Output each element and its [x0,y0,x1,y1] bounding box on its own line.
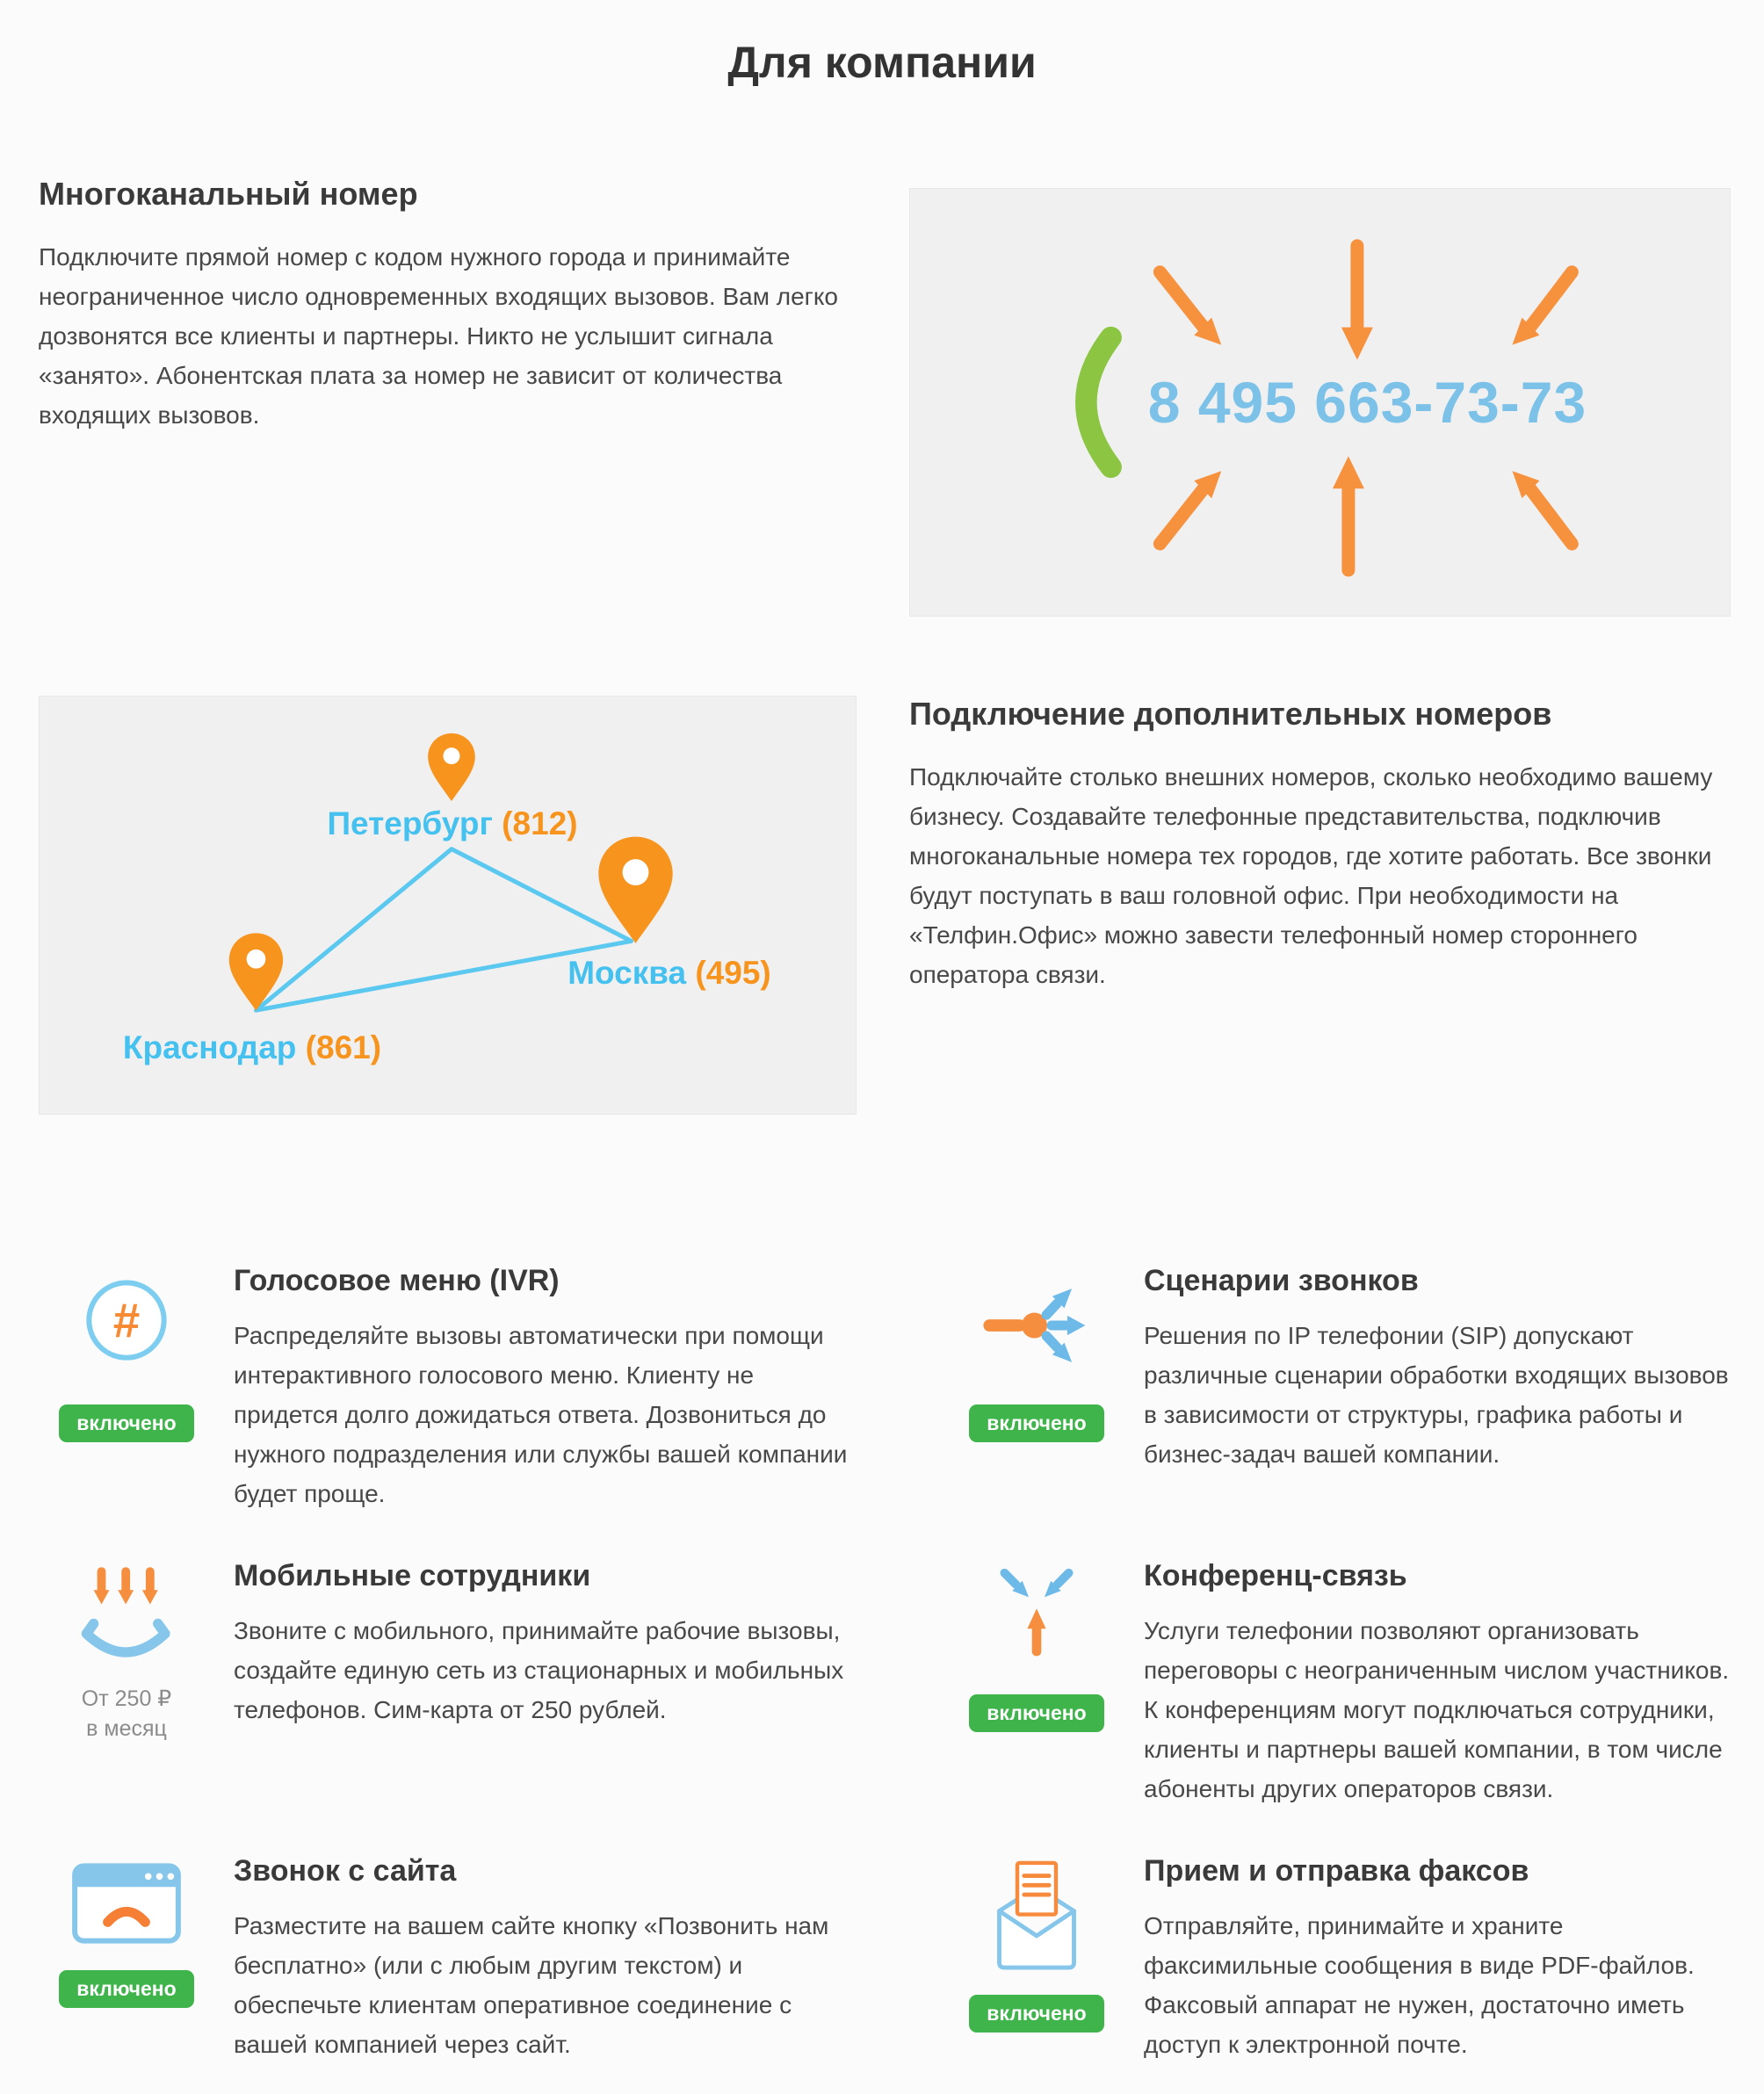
city-label-krasnodar [123,1029,381,1066]
feature-body: Распределяйте вызовы автоматически при помощи интерактивного голосового меню. Клиенту не придется долго дожидаться ответа. Дозвониться до нужного подразделения или службы вашей компании будет проще. [234,1322,848,1507]
svg-text:#: # [112,1293,141,1347]
city-name: Краснодар [122,1029,297,1065]
feature-title: Звонок с сайта [234,1854,457,1888]
city-code: (812) [502,805,578,841]
feature-fax [949,1854,1744,2064]
conference-arrows-icon [983,1564,1090,1672]
call-split-icon [980,1269,1093,1382]
feature-title: Мобильные сотрудники [234,1559,591,1592]
cities-map-panel [39,696,857,1115]
section-additional-numbers [0,696,1764,1115]
multichannel-heading: Многоканальный номер [39,176,418,212]
feature-ivr [39,1264,848,1513]
multichannel-body: Подключите прямой номер с кодом нужного города и принимайте неограниченное число одновременных входящих вызовов. Вам легко дозвонятся все клиенты и партнеры. Никто не услышит сигнала «занято». Абонентская плата за номер не зависит от количества входящих вызовов. [39,243,838,429]
status-badge: включено [969,1694,1103,1732]
phone-number-group [910,189,1730,616]
feature-body: Отправляйте, принимайте и храните факсимильные сообщения в виде PDF-файлов. Факсовый аппарат не нужен, достаточно иметь доступ к электронной почте. [1144,1912,1695,2058]
city-code: (861) [305,1029,382,1065]
page-title: Для компании [727,38,1037,87]
additional-body: Подключайте столько внешних номеров, сколько необходимо вашему бизнесу. Создавайте телефонные представительства, подключив многоканальные номера тех городов, где хотите работать. Все звонки будут поступать в ваш головной офис. При необходимости на «Телфин.Офис» можно завести телефонный номер стороннего оператора связи. [909,763,1713,988]
status-badge: включено [59,1404,193,1442]
map-pin-petersburg-icon [428,733,475,801]
city-name: Москва [568,955,687,991]
feature-body: Разместите на вашем сайте кнопку «Позвонить нам бесплатно» (или с любым другим текстом) и обеспечьте клиентам оперативное соединение с вашей компанией через сайт. [234,1912,829,2058]
mobile-handset-icon [73,1564,180,1672]
price-amount: От 250 ₽ [81,1686,172,1711]
status-badge: включено [969,1404,1103,1442]
additional-numbers-text [909,696,1731,994]
website-call-icon [70,1859,183,1947]
feature-call-scenarios [949,1264,1744,1513]
feature-conference [949,1559,1744,1809]
price-note [82,1684,171,1744]
city-label-moscow [568,955,771,992]
feature-title: Сценарии звонков [1144,1264,1419,1297]
features-grid [0,1264,1764,2064]
map-pin-krasnodar-icon [229,933,283,1010]
feature-mobile-staff [39,1559,848,1809]
fax-envelope-icon [980,1859,1093,1972]
price-period: в месяц [86,1716,167,1741]
feature-title: Конференц-связь [1144,1559,1407,1592]
feature-body: Услуги телефонии позволяют организовать переговоры с неограниченным числом участников. К конференциям могут подключаться сотрудники, клиенты и партнеры вашей компании, в том числе абоненты других операторов связи. [1144,1617,1730,1802]
additional-heading: Подключение дополнительных номеров [909,696,1552,732]
feature-body: Звоните с мобильного, принимайте рабочие вызовы, создайте единую сеть из стационарных и мобильных телефонов. Сим-карта от 250 рублей. [234,1617,844,1723]
status-badge: включено [969,1995,1103,2033]
status-badge: включено [59,1970,193,2008]
feature-title: Голосовое меню (IVR) [234,1264,560,1297]
feature-website-call [39,1854,848,2064]
hash-circle-icon [70,1269,183,1382]
map-pin-moscow-icon [598,837,672,943]
city-code: (495) [695,955,771,991]
city-name: Петербург [327,805,493,841]
multichannel-phone-number: 8 495 663-73-73 [1147,370,1587,435]
phone-illustration-panel [909,188,1731,617]
feature-body: Решения по IP телефонии (SIP) допускают различные сценарии обработки входящих вызовов в зависимости от структуры, графика работы и бизнес-задач вашей компании. [1144,1322,1729,1468]
multichannel-text [39,176,857,435]
city-label-petersburg [327,805,577,842]
green-handset-icon [1053,324,1125,480]
feature-title: Прием и отправка факсов [1144,1854,1529,1888]
section-multichannel [0,176,1764,617]
